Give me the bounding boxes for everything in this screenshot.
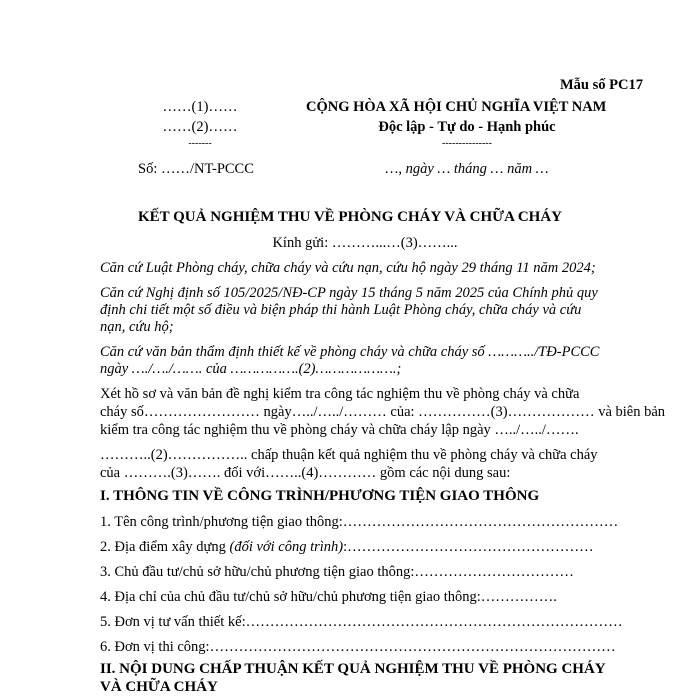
recipient: Kính gửi: ………...…(3)……...: [272, 235, 458, 251]
section-1-item-6: 6. Đơn vị thi công:…………………………………………………………………………: [100, 639, 616, 655]
section-1-item-2: 2. Địa điểm xây dựng (đối với công trình):……………………………………………: [100, 539, 594, 555]
agency-divider: -------: [188, 138, 212, 149]
basis-decree-line-2: định chi tiết một số điều và biện pháp thi hành Luật Phòng cháy, chữa cháy và cứu: [100, 302, 582, 318]
basis-decree-line-1: Căn cứ Nghị định số 105/2025/NĐ-CP ngày 15 tháng 5 năm 2025 của Chính phủ quy: [100, 285, 598, 301]
section-1-heading: I. THÔNG TIN VỀ CÔNG TRÌNH/PHƯƠNG TIỆN GIAO THÔNG: [100, 488, 540, 504]
basis-decree-line-3: nạn, cứu hộ;: [100, 319, 174, 335]
document-title: KẾT QUẢ NGHIỆM THU VỀ PHÒNG CHÁY VÀ CHỮA CHÁY: [137, 209, 563, 225]
section-2-heading-line-2: VÀ CHỮA CHÁY: [100, 679, 218, 695]
section-2-heading-line-1: II. NỘI DUNG CHẤP THUẬN KẾT QUẢ NGHIỆM THU VỀ PHÒNG CHÁY: [100, 661, 606, 677]
review-line-1: Xét hồ sơ và văn bản đề nghị kiểm tra công tác nghiệm thu về phòng cháy và chữa: [100, 386, 580, 402]
review-line-5: của ……….(3)……. đối với……..(4)………… gồm các nội dung sau:: [100, 465, 511, 481]
section-1-item-3: 3. Chủ đầu tư/chủ sở hữu/chủ phương tiện giao thông:……………………………: [100, 564, 574, 580]
review-line-3: kiểm tra công tác nghiệm thu về phòng cháy và chữa cháy lập ngày …../…../…….: [100, 422, 579, 438]
agency-line-1: ……(1)……: [162, 99, 238, 115]
agency-line-2: ……(2)……: [162, 119, 238, 135]
nation-title: CỘNG HÒA XÃ HỘI CHỦ NGHĨA VIỆT NAM: [306, 99, 607, 115]
form-code: Mẫu số PC17: [560, 77, 643, 93]
review-line-2: cháy số…………………… ngày…../…../……… của: ……………(3)……………… và biên bản: [100, 404, 666, 420]
issue-date: …, ngày … tháng … năm …: [385, 161, 549, 177]
motto-divider: ---------------: [442, 138, 492, 149]
basis-law: Căn cứ Luật Phòng cháy, chữa cháy và cứu nạn, cứu hộ ngày 29 tháng 11 năm 2024;: [100, 260, 596, 276]
motto: Độc lập - Tự do - Hạnh phúc: [378, 119, 556, 135]
document-number: Số: ……/NT-PCCC: [138, 161, 254, 177]
review-line-4: ………..(2)…………….. chấp thuận kết quả nghiệm thu về phòng cháy và chữa cháy: [100, 447, 598, 463]
basis-appraisal-line-1: Căn cứ văn bản thẩm định thiết kế về phòng cháy và chữa cháy số ………../TĐ-PCCC: [100, 344, 600, 360]
basis-appraisal-line-2: ngày …./…./……. của …………….(2)……………….;: [100, 361, 402, 377]
section-1-item-5: 5. Đơn vị tư vấn thiết kế:……………………………………………………………………: [100, 614, 623, 630]
section-1-item-4: 4. Địa chỉ của chủ đầu tư/chủ sở hữu/chủ phương tiện giao thông:…………….: [100, 589, 557, 605]
section-1-item-1: 1. Tên công trình/phương tiện giao thông:…………………………………………………: [100, 514, 619, 530]
